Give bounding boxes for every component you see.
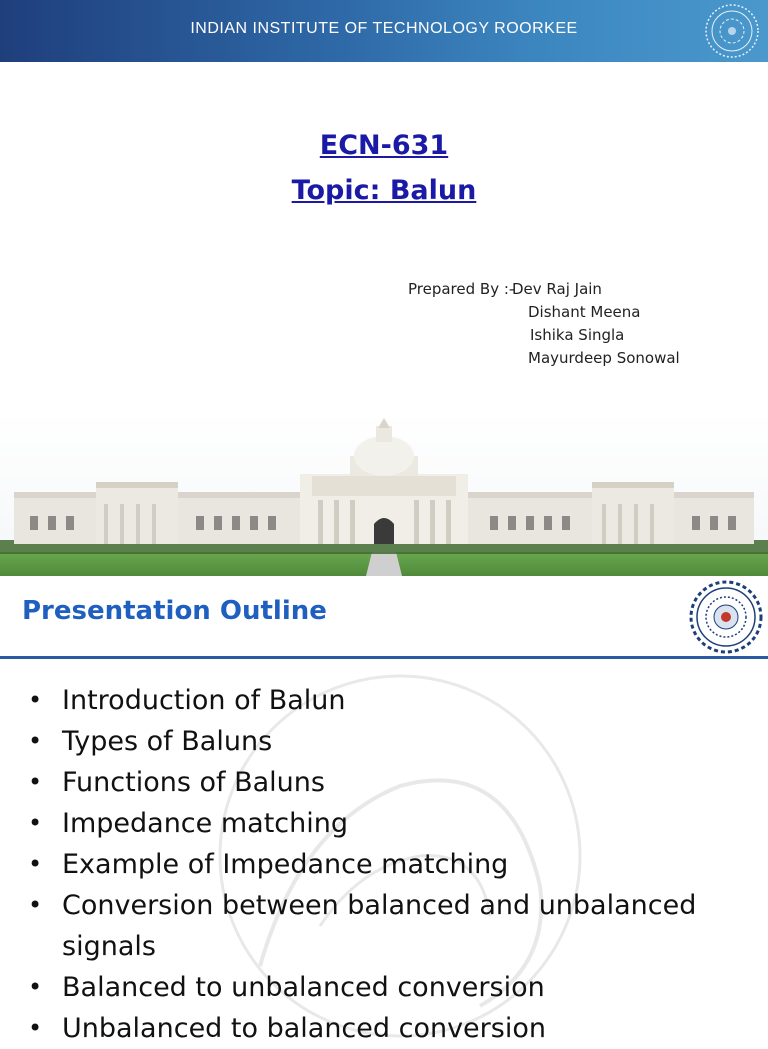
outline-title: Presentation Outline	[22, 596, 327, 626]
outline-list	[0, 680, 768, 1049]
list-item: • Functions of Baluns	[0, 762, 768, 803]
list-item: • Conversion between balanced and unbalanced signals	[0, 885, 768, 967]
author-name: Mayurdeep Sonowal	[528, 349, 680, 367]
list-item: • Example of Impedance matching	[0, 844, 768, 885]
author-name: Ishika Singla	[530, 326, 625, 344]
list-item: • Impedance matching	[0, 803, 768, 844]
main-building-image	[0, 412, 768, 576]
header-bar	[0, 0, 768, 62]
author-name: Dishant Meena	[528, 303, 641, 321]
bullet-icon: •	[28, 891, 43, 919]
prepared-by-label: Prepared By :-	[408, 280, 515, 298]
topic-title: Topic: Balun	[291, 175, 477, 206]
bullet-icon: •	[28, 686, 43, 714]
outline-header	[0, 576, 768, 658]
outline-slide	[0, 576, 768, 1044]
list-item: • Types of Baluns	[0, 721, 768, 762]
iit-roorkee-logo-icon	[688, 579, 764, 655]
bullet-icon: •	[28, 727, 43, 755]
bullet-icon: •	[28, 768, 43, 796]
list-item: • Unbalanced to balanced conversion	[0, 1008, 768, 1049]
course-code: ECN-631	[319, 130, 449, 161]
header-divider	[0, 656, 768, 659]
bullet-icon: •	[28, 1014, 43, 1042]
bullet-icon: •	[28, 809, 43, 837]
institute-name: INDIAN INSTITUTE OF TECHNOLOGY ROORKEE	[190, 20, 578, 37]
bullet-icon: •	[28, 973, 43, 1001]
author-name: Dev Raj Jain	[512, 280, 602, 298]
list-item: • Balanced to unbalanced conversion	[0, 967, 768, 1008]
iit-seal-icon	[704, 3, 760, 59]
bullet-icon: •	[28, 850, 43, 878]
list-item: • Introduction of Balun	[0, 680, 768, 721]
